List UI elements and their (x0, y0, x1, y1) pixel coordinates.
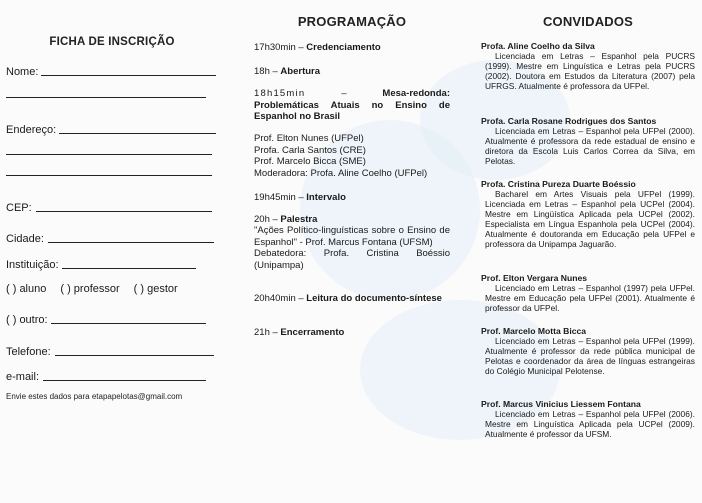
lecture-debater: Debatedora: Profa. Cristina Boéssio (Unipampa) (254, 248, 450, 271)
option-teacher[interactable]: ( ) professor (60, 283, 120, 295)
role-options (6, 283, 192, 295)
name-line[interactable] (41, 74, 216, 76)
guest-entry (481, 399, 695, 439)
institution-field[interactable] (6, 259, 196, 271)
event-time: 20h – (254, 214, 278, 225)
address-label: Endereço: (6, 124, 57, 136)
guest-name: Prof. Marcus Vinicius Liessem Fontana (481, 399, 641, 409)
phone-line[interactable] (55, 354, 214, 356)
event-item (254, 66, 450, 78)
event-item (254, 192, 450, 204)
event-item (254, 293, 450, 305)
event-title: Palestra (280, 214, 318, 225)
event-item (254, 214, 450, 226)
event-time: 18h15min – (254, 88, 348, 99)
guest-entry (481, 273, 695, 313)
event-title: Encerramento (280, 327, 345, 338)
lecture-title: "Ações Político-linguísticas sobre o Ensino de Espanhol" - Prof. Marcus Fontana (UFSM) (254, 225, 450, 248)
guest-bio: Licenciado em Letras – Espanhol (1997) pela UFPel. Mestre em Educação pela UFPel (2001). Atualmente é professor da UFPel. (485, 283, 695, 313)
guest-name: Profa. Aline Coelho da Silva (481, 41, 595, 51)
name-label: Nome: (6, 66, 39, 78)
email-label: e-mail: (6, 371, 40, 383)
institution-line[interactable] (62, 267, 196, 269)
panel-member: Prof. Marcelo Bicca (SME) (254, 156, 366, 167)
address-line[interactable] (59, 132, 216, 134)
event-title: Mesa-redonda: Problemáticas Atuais no Ensino de Espanhol no Brasil (254, 88, 450, 122)
other-line[interactable] (51, 322, 206, 324)
other-field[interactable] (6, 314, 206, 326)
address-field[interactable] (6, 124, 216, 136)
event-item (254, 42, 450, 54)
guest-bio: Licenciada em Letras – Espanhol pela PUCRS (1999). Mestre em Linguística e Letras pela PUCRS (2002). Doutora em Estudos da Literatura (2007) pela UFRGS. Atualmente é professora da UFPel. (485, 51, 695, 91)
other-label[interactable]: ( ) outro: (6, 314, 48, 326)
guest-bio: Licenciado em Letras – Espanhol pela UFPel (1999). Atualmente é professor da rede pública municipal de Pelotas e coordenador da área de línguas estrangeiras do Colégio Municipal Pelotense. (485, 336, 695, 376)
panel-members (254, 133, 450, 179)
event-title: Intervalo (306, 192, 346, 203)
option-student[interactable]: ( ) aluno (6, 283, 47, 295)
event-time: 20h40min – (254, 293, 304, 304)
event-item (254, 327, 450, 339)
event-item (254, 88, 450, 123)
panel-member: Prof. Elton Nunes (UFPel) (254, 133, 364, 144)
form-title: FICHA DE INSCRIÇÃO (49, 36, 175, 48)
guest-name: Profa. Cristina Pureza Duarte Boéssio (481, 179, 636, 189)
address-line-3[interactable] (6, 175, 212, 176)
guest-entry (481, 326, 695, 376)
name-line-2[interactable] (6, 97, 206, 98)
city-field[interactable] (6, 233, 214, 245)
guest-entry (481, 41, 695, 91)
event-time: 17h30min – (254, 42, 304, 53)
phone-label: Telefone: (6, 346, 51, 358)
lecture-details (254, 225, 450, 271)
city-line[interactable] (48, 241, 214, 243)
name-field[interactable] (6, 66, 216, 78)
event-time: 21h – (254, 327, 278, 338)
cep-field[interactable] (6, 202, 212, 214)
cep-line[interactable] (36, 210, 212, 212)
panel-member: Profa. Carla Santos (CRE) (254, 144, 366, 156)
program-title: PROGRAMAÇÃO (297, 14, 407, 29)
city-label: Cidade: (6, 233, 44, 245)
email-line[interactable] (43, 379, 206, 381)
cep-label: CEP: (6, 202, 32, 214)
event-time: 18h – (254, 66, 278, 77)
guest-name: Prof. Marcelo Motta Bicca (481, 326, 587, 336)
guest-entry (481, 116, 695, 166)
institution-label: Instituição: (6, 259, 59, 271)
submission-note: Envie estes dados para etapapelotas@gmail.com (6, 392, 183, 401)
guest-bio: Licenciada em Letras – Espanhol pela UFPel (2000). Atualmente é professora da rede estadual de ensino e diretora da Escola Luis Carlos Correa da Silva, em Pelotas. (485, 126, 695, 166)
guest-name: Prof. Elton Vergara Nunes (481, 273, 588, 283)
guest-bio: Bacharel em Artes Visuais pela UFPel (1999). Licenciada em Letras – Espanhol pela UCPel (2004). Mestre em Lingüística Aplicada pela UCPel (2002). Especialista em Língua Espanhola pela UCPel (2004). Atualmente é doutoranda em Educação pela UFPel e professora da Unipampa Jaguarão. (485, 189, 695, 249)
event-time: 19h45min – (254, 192, 304, 203)
guests-title: CONVIDADOS (542, 14, 634, 29)
event-title: Leitura do documento-síntese (306, 293, 442, 304)
guest-name: Profa. Carla Rosane Rodrigues dos Santos (481, 116, 657, 126)
phone-field[interactable] (6, 346, 214, 358)
panel-moderator: Moderadora: Profa. Aline Coelho (UFPel) (254, 167, 428, 179)
guest-entry (481, 179, 695, 249)
event-title: Credenciamento (306, 42, 381, 53)
email-field[interactable] (6, 371, 206, 383)
event-title: Abertura (280, 66, 321, 77)
option-manager[interactable]: ( ) gestor (133, 283, 178, 295)
address-line-2[interactable] (6, 154, 212, 155)
guest-bio: Licenciado em Letras – Espanhol pela UFPel (2006). Mestre em Linguística Aplicada pela UCPel (2009). Atualmente é professor da UFSM. (485, 409, 695, 439)
